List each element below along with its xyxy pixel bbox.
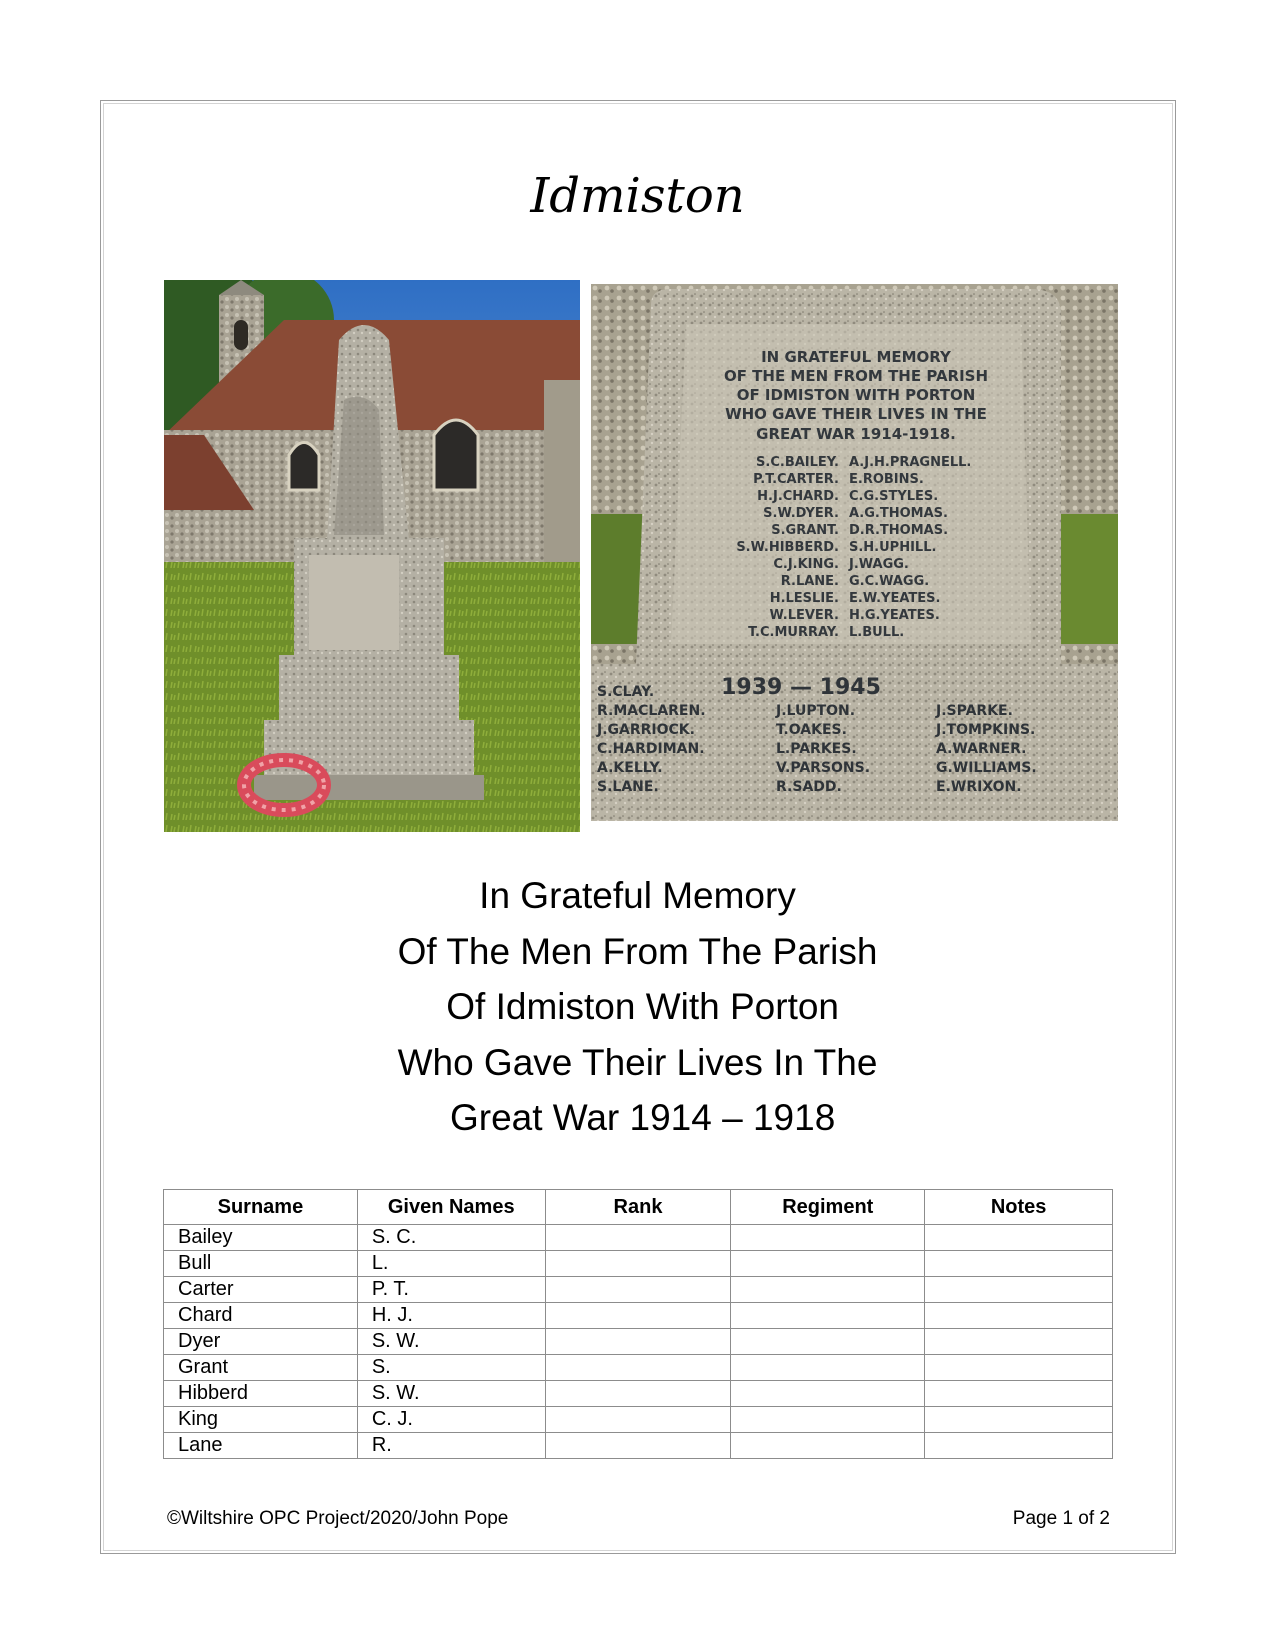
footer-page-number: Page 1 of 2 [1012, 1508, 1110, 1529]
table-cell-rank [545, 1433, 731, 1459]
table-row [164, 1355, 1113, 1381]
inscription-name: L.PARKES. [776, 741, 857, 757]
inscription-photo [591, 284, 1118, 821]
inscription-name: R.MACLAREN. [597, 703, 706, 719]
table-row [164, 1329, 1113, 1355]
column-header: Surname [164, 1190, 358, 1225]
inscription-name: J.LUPTON. [776, 703, 856, 719]
table-cell-notes [925, 1381, 1113, 1407]
table-row [164, 1381, 1113, 1407]
table-row [164, 1225, 1113, 1251]
dedication-line: Of Idmiston With Porton [435, 986, 840, 1027]
table-cell-notes [925, 1251, 1113, 1277]
table-cell-rank [545, 1225, 731, 1251]
table-cell-notes [925, 1355, 1113, 1381]
inscription-name: R.SADD. [776, 779, 842, 795]
inscription-name: C.HARDIMAN. [597, 741, 705, 757]
inscription-name: H.G.YEATES. [849, 608, 940, 623]
inscription-name: A.J.H.PRAGNELL. [849, 455, 972, 470]
table-cell-notes [925, 1433, 1113, 1459]
table-cell-regiment [731, 1407, 925, 1433]
table-cell-surname: Dyer [164, 1329, 358, 1355]
table-cell-given-names: S. W. [357, 1381, 545, 1407]
table-row [164, 1433, 1113, 1459]
table-cell-rank [545, 1303, 731, 1329]
table-cell-regiment [731, 1277, 925, 1303]
inscription-name: E.ROBINS. [849, 472, 924, 487]
table-cell-regiment [731, 1251, 925, 1277]
table-cell-rank [545, 1355, 731, 1381]
inscription-name: S.C.BAILEY. [756, 455, 839, 470]
inscription-name: J.GARRIOCK. [597, 722, 695, 738]
table-cell-surname: Carter [164, 1277, 358, 1303]
table-row [164, 1277, 1113, 1303]
dedication-line: Of The Men From The Parish [397, 930, 878, 972]
inscription-line: IN GRATEFUL MEMORY [761, 348, 951, 366]
table-row [164, 1251, 1113, 1277]
inscription-name: E.WRIXON. [936, 779, 1022, 795]
inscription-name: H.LESLIE. [769, 591, 839, 606]
inscription-name: V.PARSONS. [776, 760, 871, 776]
table-cell-rank [545, 1381, 731, 1407]
table-cell-surname: Bailey [164, 1225, 358, 1251]
table-cell-regiment [731, 1433, 925, 1459]
inscription-name: P.T.CARTER. [753, 472, 839, 487]
table-cell-given-names: S. [357, 1355, 545, 1381]
table-cell-surname: Chard [164, 1303, 358, 1329]
column-header: Notes [925, 1190, 1113, 1225]
inscription-name: D.R.THOMAS. [849, 523, 949, 538]
page-title: Idmiston [530, 168, 745, 224]
table-cell-regiment [731, 1303, 925, 1329]
column-header: Rank [545, 1190, 731, 1225]
table-row [164, 1303, 1113, 1329]
table-cell-surname: Lane [164, 1433, 358, 1459]
inscription-name: R.LANE. [780, 574, 839, 589]
table-cell-surname: Bull [164, 1251, 358, 1277]
inscription-name: G.C.WAGG. [849, 574, 930, 589]
inscription-name: S.LANE. [597, 779, 659, 795]
table-row [164, 1407, 1113, 1433]
dedication-line: Who Gave Their Lives In The [397, 1041, 878, 1083]
inscription-name: J.WAGG. [849, 557, 909, 572]
inscription-line: WHO GAVE THEIR LIVES IN THE [725, 405, 987, 423]
table-cell-notes [925, 1329, 1113, 1355]
dedication-line: Great War 1914 – 1918 [439, 1097, 836, 1138]
inscription-line: OF IDMISTON WITH PORTON [736, 386, 976, 404]
table-cell-rank [545, 1329, 731, 1355]
table-cell-notes [925, 1277, 1113, 1303]
inscription-name: C.G.STYLES. [849, 489, 939, 504]
inscription-name: A.G.THOMAS. [849, 506, 948, 521]
inscription-line: OF THE MEN FROM THE PARISH [723, 367, 989, 385]
table-cell-notes [925, 1407, 1113, 1433]
column-header: Regiment [731, 1190, 925, 1225]
inscription-name: S.GRANT. [771, 523, 839, 538]
inscription-name: H.J.CHARD. [757, 489, 839, 504]
table-cell-regiment [731, 1329, 925, 1355]
table-cell-regiment [731, 1355, 925, 1381]
inscription-name: S.CLAY. [597, 684, 655, 700]
table-cell-surname: Grant [164, 1355, 358, 1381]
inscription-name: G.WILLIAMS. [936, 760, 1037, 776]
table-cell-rank [545, 1277, 731, 1303]
inscription-name: J.TOMPKINS. [936, 722, 1036, 738]
inscription-name: T.OAKES. [776, 722, 847, 738]
memorial-photo [164, 280, 580, 832]
table-cell-rank [545, 1251, 731, 1277]
table-cell-regiment [731, 1225, 925, 1251]
inscription-name: T.C.MURRAY. [748, 625, 839, 640]
inscription-name: A.KELLY. [597, 760, 663, 776]
table-cell-given-names: L. [357, 1251, 545, 1277]
table-header-row [164, 1190, 1113, 1225]
ww2-heading: 1939 — 1945 [721, 675, 881, 700]
inscription-name: J.SPARKE. [936, 703, 1013, 719]
casualty-table [163, 1189, 1113, 1459]
table-cell-surname: Hibberd [164, 1381, 358, 1407]
inscription-line: GREAT WAR 1914-1918. [756, 425, 956, 443]
footer-copyright: ©Wiltshire OPC Project/2020/John Pope [167, 1508, 509, 1529]
dedication-line: In Grateful Memory [479, 875, 796, 916]
inscription-name: S.H.UPHILL. [849, 540, 937, 555]
inscription-name: C.J.KING. [773, 557, 839, 572]
table-cell-notes [925, 1225, 1113, 1251]
table-cell-regiment [731, 1381, 925, 1407]
inscription-name: S.W.DYER. [763, 506, 839, 521]
table-cell-given-names: H. J. [357, 1303, 545, 1329]
inscription-name: L.BULL. [849, 625, 905, 640]
table-cell-given-names: S. C. [357, 1225, 545, 1251]
column-header: Given Names [357, 1190, 545, 1225]
inscription-name: A.WARNER. [936, 741, 1027, 757]
inscription-name: E.W.YEATES. [849, 591, 941, 606]
table-cell-given-names: R. [357, 1433, 545, 1459]
table-cell-given-names: S. W. [357, 1329, 545, 1355]
table-cell-given-names: P. T. [357, 1277, 545, 1303]
inscription-name: W.LEVER. [769, 608, 839, 623]
table-cell-given-names: C. J. [357, 1407, 545, 1433]
dedication-text [0, 868, 1275, 1146]
table-cell-notes [925, 1303, 1113, 1329]
inscription-name: S.W.HIBBERD. [736, 540, 839, 555]
table-cell-rank [545, 1407, 731, 1433]
table-cell-surname: King [164, 1407, 358, 1433]
